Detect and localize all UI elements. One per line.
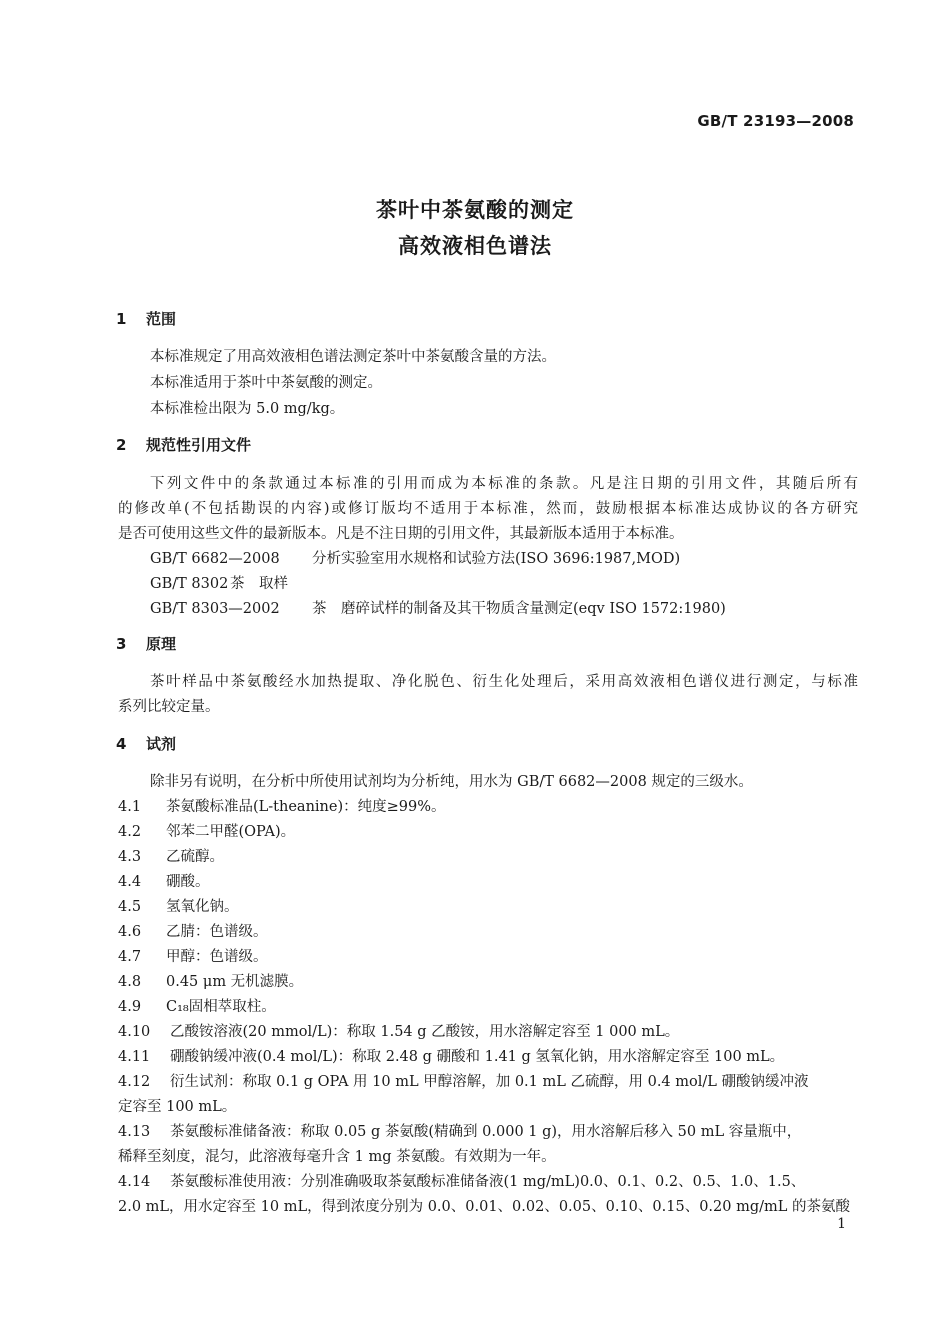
page-number: 1 xyxy=(837,1216,846,1232)
item-number: 4.6 xyxy=(118,924,142,940)
reference-code: GB/T 8302 xyxy=(150,576,229,592)
section-title: 试剂 xyxy=(146,735,177,753)
item-number: 4.1 xyxy=(118,799,142,815)
section-4-heading xyxy=(116,733,176,754)
item-text: 乙硫醇。 xyxy=(166,849,224,865)
reagent-item xyxy=(118,1020,679,1041)
paragraph-line: 茶叶样品中茶氨酸经水加热提取、净化脱色、衍生化处理后，采用高效液相色谱仪进行测定，与标准 xyxy=(150,674,858,690)
item-text: 乙酸铵溶液(20 mmol/L)：称取 1.54 g 乙酸铵，用水溶解定容至 1 000 mL。 xyxy=(170,1024,680,1040)
paragraph-line: 除非另有说明，在分析中所使用试剂均为分析纯，用水为 GB/T 6682—2008 规定的三级水。 xyxy=(150,774,753,790)
normative-reference xyxy=(150,572,288,593)
section-2-heading xyxy=(116,434,251,455)
reagent-item xyxy=(118,945,268,966)
reagent-item xyxy=(118,1070,809,1091)
item-number: 4.12 xyxy=(118,1074,151,1090)
document-title: 茶叶中茶氨酸的测定 xyxy=(376,198,574,222)
reference-code: GB/T 6682—2008 xyxy=(150,551,280,567)
reagent-item xyxy=(118,920,268,941)
standard-code: GB/T 23193—2008 xyxy=(697,112,854,130)
item-number: 4.2 xyxy=(118,824,142,840)
item-text: 衍生试剂：称取 0.1 g OPA 用 10 mL 甲醇溶解，加 0.1 mL 乙硫醇，用 0.4 mol/L 硼酸钠缓冲液 xyxy=(170,1074,809,1090)
item-number: 4.14 xyxy=(118,1174,151,1190)
section-number: 4 xyxy=(116,735,127,753)
reagent-item xyxy=(118,820,295,841)
paragraph-line: 系列比较定量。 xyxy=(118,699,220,715)
item-number: 4.11 xyxy=(118,1049,151,1065)
item-text: 硼酸钠缓冲液(0.4 mol/L)：称取 2.48 g 硼酸和 1.41 g 氢氧化钠，用水溶解定容至 100 mL。 xyxy=(170,1049,785,1065)
item-text: C₁₈固相萃取柱。 xyxy=(166,999,276,1015)
document-subtitle: 高效液相色谱法 xyxy=(398,234,552,258)
reagent-item xyxy=(118,845,224,866)
paragraph-line: 本标准检出限为 5.0 mg/kg。 xyxy=(150,401,345,417)
item-text: 甲醇：色谱级。 xyxy=(166,949,268,965)
section-number: 1 xyxy=(116,310,127,328)
section-number: 2 xyxy=(116,436,127,454)
normative-reference xyxy=(150,597,726,618)
item-text: 茶氨酸标准储备液：称取 0.05 g 茶氨酸(精确到 0.000 1 g)，用水溶解后移入 50 mL 容量瓶中， xyxy=(170,1124,802,1140)
item-number: 4.3 xyxy=(118,849,142,865)
item-text: 茶氨酸标准品(L-theanine)：纯度≥99%。 xyxy=(166,799,446,815)
reagent-item xyxy=(118,895,239,916)
item-text: 乙腈：色谱级。 xyxy=(166,924,268,940)
reagent-item xyxy=(118,995,276,1016)
reagent-item xyxy=(118,795,446,816)
reference-title: 茶 磨碎试样的制备及其干物质含量测定(eqv ISO 1572:1980) xyxy=(312,601,726,617)
paragraph-line: 下列文件中的条款通过本标准的引用而成为本标准的条款。凡是注日期的引用文件，其随后所有 xyxy=(150,476,858,492)
section-number: 3 xyxy=(116,635,127,653)
normative-reference xyxy=(150,547,680,568)
section-3-heading xyxy=(116,633,176,654)
item-number: 4.13 xyxy=(118,1124,151,1140)
paragraph-line: 本标准规定了用高效液相色谱法测定茶叶中茶氨酸含量的方法。 xyxy=(150,349,556,365)
paragraph-line: 是否可使用这些文件的最新版本。凡是不注日期的引用文件，其最新版本适用于本标准。 xyxy=(118,526,684,542)
item-number: 4.10 xyxy=(118,1024,151,1040)
reference-title: 分析实验室用水规格和试验方法(ISO 3696:1987,MOD) xyxy=(312,551,681,567)
reference-code: GB/T 8303—2002 xyxy=(150,601,280,617)
item-text: 邻苯二甲醛(OPA)。 xyxy=(166,824,296,840)
reagent-item xyxy=(118,1045,784,1066)
reagent-item xyxy=(118,970,303,991)
item-continuation: 2.0 mL，用水定容至 10 mL，得到浓度分别为 0.0、0.01、0.02、0.05、0.10、0.15、0.20 mg/mL 的茶氨酸 xyxy=(118,1199,850,1215)
item-continuation: 稀释至刻度，混匀，此溶液每毫升含 1 mg 茶氨酸。有效期为一年。 xyxy=(118,1149,556,1165)
reagent-item xyxy=(118,1120,801,1141)
item-text: 氢氧化钠。 xyxy=(166,899,239,915)
reagent-item xyxy=(118,870,210,891)
paragraph-line: 本标准适用于茶叶中茶氨酸的测定。 xyxy=(150,375,382,391)
paragraph-line: 的修改单(不包括勘误的内容)或修订版均不适用于本标准，然而，鼓励根据本标准达成协议的各方研究 xyxy=(118,501,858,517)
section-title: 范围 xyxy=(146,310,177,328)
item-text: 茶氨酸标准使用液：分别准确吸取茶氨酸标准储备液(1 mg/mL)0.0、0.1、0.2、0.5、1.0、1.5、 xyxy=(170,1174,806,1190)
item-number: 4.4 xyxy=(118,874,142,890)
item-text: 0.45 μm 无机滤膜。 xyxy=(166,974,304,990)
reference-title: 茶 取样 xyxy=(230,576,288,592)
section-1-heading xyxy=(116,308,176,329)
reagent-item xyxy=(118,1170,805,1191)
item-number: 4.5 xyxy=(118,899,142,915)
item-text: 硼酸。 xyxy=(166,874,210,890)
item-number: 4.9 xyxy=(118,999,142,1015)
item-number: 4.8 xyxy=(118,974,142,990)
section-title: 原理 xyxy=(146,635,177,653)
section-title: 规范性引用文件 xyxy=(146,436,252,454)
item-number: 4.7 xyxy=(118,949,142,965)
item-continuation: 定容至 100 mL。 xyxy=(118,1099,237,1115)
